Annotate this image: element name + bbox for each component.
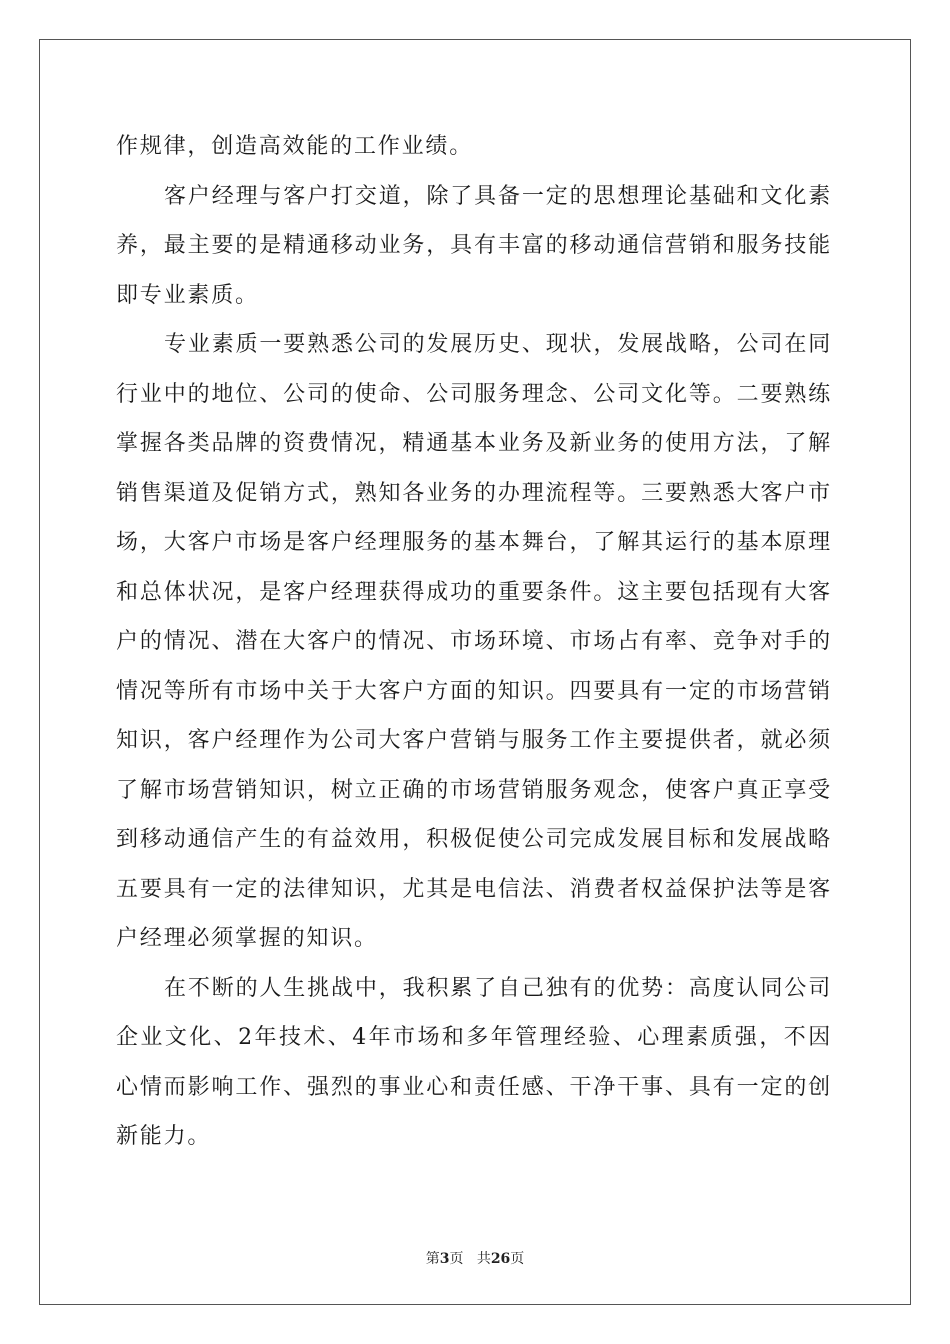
footer-total-pages: 26 [490,1251,511,1267]
paragraph-3: 专业素质一要熟悉公司的发展历史、现状，发展战略，公司在同行业中的地位、公司的使命、公司服务理念、公司文化等。二要熟练掌握各类品牌的资费情况，精通基本业务及新业务的使用方法，了解销售渠道及促销方式，熟知各业务的办理流程等。三要熟悉大客户市场，大客户市场是客户经理服务的基本舞台，了解其运行的基本原理和总体状况，是客户经理获得成功的重要条件。这主要包括现有大客户的情况、潜在大客户的情况、市场环境、市场占有率、竞争对手的情况等所有市场中关于大客户方面的知识。四要具有一定的市场营销知识，客户经理作为公司大客户营销与服务工作主要提供者，就必须了解市场营销知识，树立正确的市场营销服务观念，使客户真正享受到移动通信产生的有益效用，积极促使公司完成发展目标和发展战略五要具有一定的法律知识，尤其是电信法、消费者权益保护法等是客户经理必须掌握的知识。 [116,332,832,951]
footer-total-suffix: 页 [510,1251,525,1267]
footer-page-suffix: 页 [449,1251,464,1267]
paragraph-1: 作规律，创造高效能的工作业绩。 [116,134,474,159]
footer-page-number: 3 [439,1251,450,1267]
footer-separator [463,1251,476,1267]
document-body [116,122,832,1162]
paragraph-4: 在不断的人生挑战中，我积累了自己独有的优势：高度认同公司企业文化、2年技术、4年市场和多年管理经验、心理素质强，不因心情而影响工作、强烈的事业心和责任感、干净干事、具有一定的创新能力。 [116,975,832,1149]
footer-prefix: 第 [425,1251,440,1267]
paragraph-2: 客户经理与客户打交道，除了具备一定的思想理论基础和文化素养，最主要的是精通移动业务，具有丰富的移动通信营销和服务技能即专业素质。 [116,183,832,308]
page-footer [0,1248,950,1268]
footer-total-prefix: 共 [476,1251,491,1267]
